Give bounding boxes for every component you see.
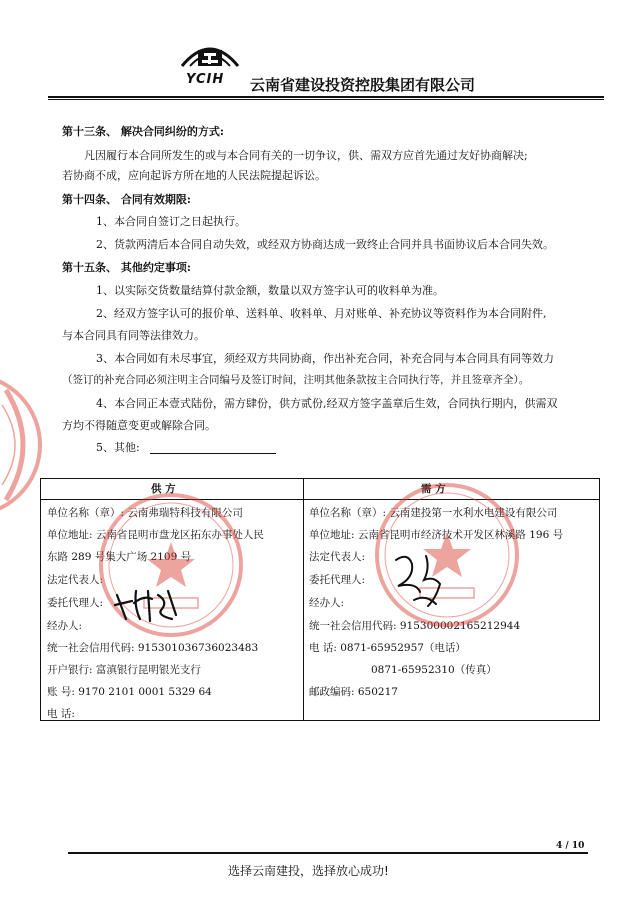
footer-rule [68,852,588,854]
article15-item2-line2: 与本合同具有同等法律效力。 [62,329,205,342]
article15-item1: 1、以实际交货数量结算付款金额，数量以双方签字认可的收料单为准。 [96,284,444,297]
article14-heading: 第十四条、 合同有效期限: [62,193,191,206]
seam-seal-edge [0,370,42,520]
other-terms-blank-line [150,453,276,454]
buyer-legal-rep: 法定代表人: [309,551,366,563]
supplier-account: 账 号: 9170 2101 0001 5329 64 [47,686,212,698]
article13-text-line2: 若协商不成，应向起诉方所在地的人民法院提起诉讼。 [62,169,326,182]
page-number: 4 / 10 [556,841,585,851]
supplier-address-line2: 东路 289 号集大广场 2109 号 [47,551,192,563]
buyer-title: 需 方 [421,483,446,495]
article14-item1: 1、本合同自签订之日起执行。 [96,215,246,228]
table-header-divider [41,499,599,500]
buyer-address: 单位地址: 云南省昆明市经济技术开发区林溪路 196 号 [309,529,564,541]
signature-table [40,478,600,721]
article14-item2: 2、货款两清后本合同自动失效，或经双方协商达成一致终止合同并具书面协议后本合同失效。 [96,238,554,251]
page-header [0,0,636,100]
company-name: 云南省建设投资控股集团有限公司 [250,76,476,94]
article15-heading: 第十五条、 其他约定事项: [62,261,191,274]
buyer-handler: 经办人: [309,597,345,609]
buyer-postcode: 邮政编码: 650217 [309,686,398,698]
supplier-title: 供 方 [151,483,176,495]
article13-heading: 第十三条、 解决合同纠纷的方式: [62,125,224,138]
article15-item3-line2: （签订的补充合同必须注明主合同编号及签订时间，注明其他条款按主合同执行等，并且签章齐全）。 [62,374,530,386]
supplier-unit-name: 单位名称（章）: 云南弗瑞特科技有限公司 [47,507,243,519]
article15-item4-line1: 4、本合同正本壹式陆份，需方肆份，供方贰份,经双方签字盖章后生效，合同执行期内，供需双 [96,397,558,410]
buyer-phone2: 0871-65952310（传真） [371,664,497,676]
supplier-handler: 经办人: [47,620,83,632]
supplier-legal-rep: 法定代表人: [47,574,104,586]
buyer-agent: 委托代理人: [309,574,366,586]
article15-item4-line2: 方均不得随意变更或解除合同。 [62,419,216,432]
buyer-phone1: 电 话: 0871-65952957（电话） [309,642,466,654]
buyer-unit-name: 单位名称（章）: 云南建投第一水利水电建设有限公司 [309,507,558,519]
article15-item2-line1: 2、经双方签字认可的报价单、送料单、收料单、月对账单、补充协议等资料作为本合同附件, [96,307,547,320]
supplier-credit-code: 统一社会信用代码: 915301036736023483 [47,642,259,654]
article13-text-line1: 凡因履行本合同所发生的或与本合同有关的一切争议，供、需双方应首先通过友好协商解决; [84,149,528,162]
article15-item5: 5、其他: [96,441,140,454]
article15-item3-line1: 3、本合同如有未尽事宜，须经双方共同协商，作出补充合同，补充合同与本合同具有同等效力 [96,352,554,365]
header-rule-thin [48,99,604,100]
table-column-divider [303,479,304,720]
supplier-phone: 电 话: [47,708,75,720]
footer-slogan: 选择云南建投，选择放心成功! [228,864,389,878]
header-rule [48,96,604,98]
ycih-logo-icon [178,40,242,70]
buyer-credit-code: 统一社会信用代码: 915300002165212944 [309,620,521,632]
supplier-bank: 开户银行: 富滇银行昆明银光支行 [47,664,201,676]
supplier-agent: 委托代理人: [47,597,104,609]
supplier-address-line1: 单位地址: 云南省昆明市盘龙区拓东办事处人民 [47,529,264,541]
logo-text: YCIH [186,72,225,87]
